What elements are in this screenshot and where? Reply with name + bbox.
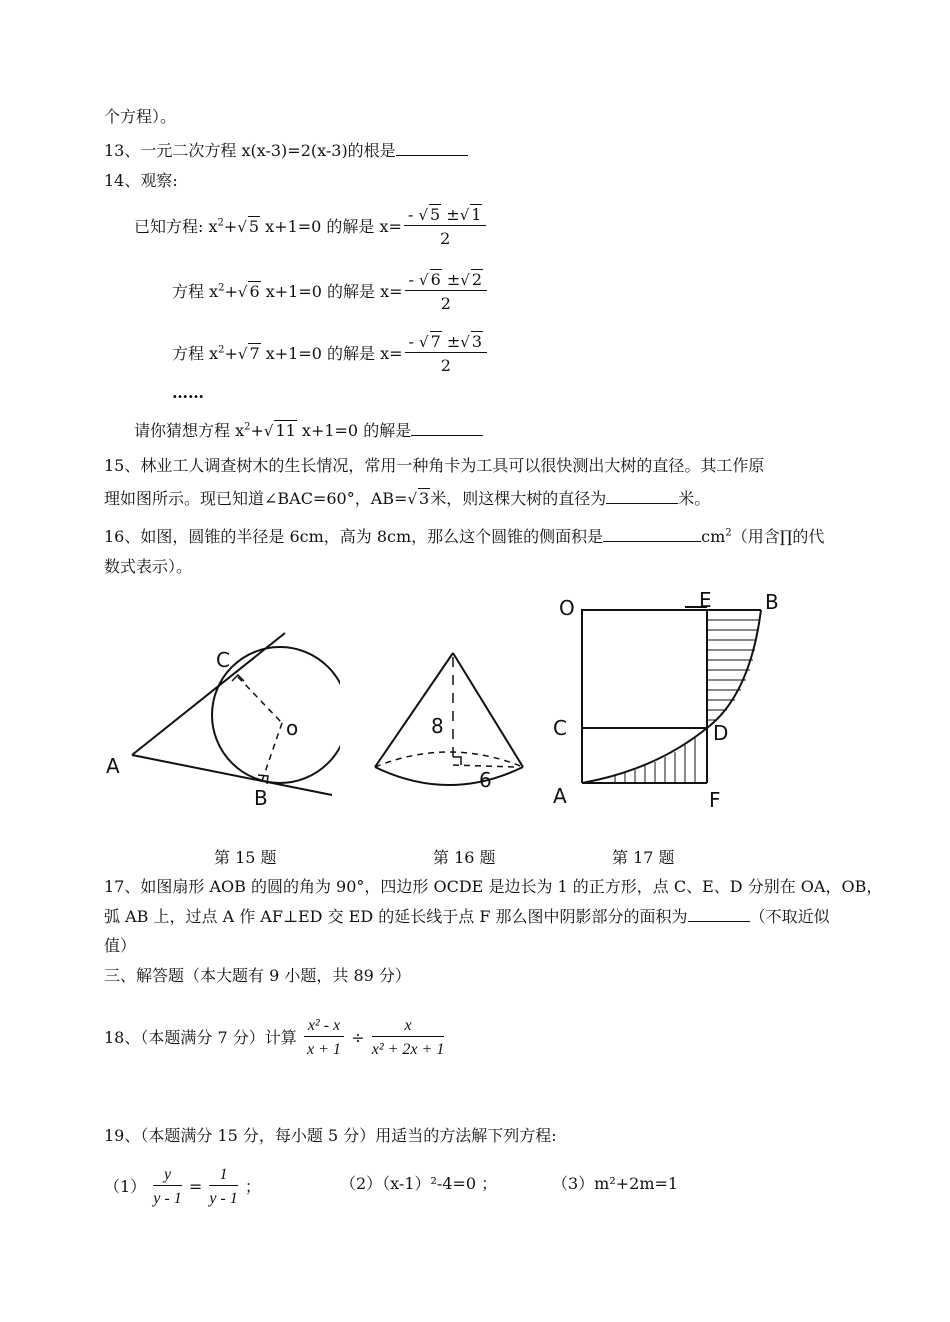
var: x: [204, 282, 219, 301]
divide-sign: ÷: [351, 1028, 365, 1047]
answer-blank: [396, 141, 468, 156]
q19-part-3: （3）m²+2m=1: [552, 1174, 679, 1193]
question-19: 19、（本题满分 15 分，每小题 5 分）用适当的方法解下列方程:: [104, 1126, 557, 1145]
label-A: A: [553, 784, 567, 808]
lead: 方程: [172, 282, 205, 301]
caption-16: 第 16 题: [433, 848, 496, 867]
p1-fraction-2: $\frac{1}{y - 1}$: [209, 1166, 238, 1207]
guess-post: x+1=0 的解是: [296, 421, 412, 440]
label-C: C: [216, 648, 230, 672]
plus: +: [224, 282, 238, 301]
q19-part-1: [104, 1165, 261, 1210]
question-14-label: 14、观察:: [104, 171, 178, 190]
figure-16: [365, 585, 535, 820]
question-13: [104, 140, 468, 162]
q18-text: 18、（本题满分 7 分）计算: [104, 1028, 297, 1047]
figure-15: [100, 585, 340, 820]
p1-label: （1）: [104, 1177, 147, 1196]
q16-line-1: 16、如图，圆锥的半径是 6cm，高为 8cm，那么这个圆锥的侧面积是 $cm^2$（用含∏的代: [104, 527, 825, 546]
q17-line-3: 值）: [104, 936, 137, 955]
radicand: 7: [249, 344, 260, 363]
q16-c: （用含∏的代: [731, 527, 825, 546]
label-F: F: [709, 788, 721, 812]
label-height: 8: [431, 714, 444, 738]
q19-part-2: （2）（x-1）²-4=0 ；: [340, 1174, 498, 1193]
answer-blank: [411, 421, 483, 436]
p1-fraction-1: $\frac{y}{y - 1}$: [153, 1166, 182, 1207]
plus: +: [224, 344, 238, 363]
guess-prefix: 请你猜想方程 x: [134, 421, 245, 440]
q18-fraction-2: $\frac{x}{\text{x² + 2x + 1}}$: [371, 1017, 445, 1058]
q14-guess: 请你猜想方程 $x^2+√$ 11 x+1=0 的解是: [134, 420, 483, 442]
solution-fraction: $\frac{- √ 6 \pm√ 2}{2}$: [405, 270, 488, 315]
eq-post: x+1=0 的解是 x=: [260, 217, 402, 236]
var: x: [208, 217, 218, 236]
q16-line-2: 数式表示）。: [104, 557, 193, 576]
q13-text: 13、一元二次方程 x(x-3)=2(x-3)的根是: [104, 141, 396, 160]
eq-post: x+1=0 的解是 x=: [260, 282, 403, 301]
q16-a: 16、如图，圆锥的半径是 6cm，高为 8cm，那么这个圆锥的侧面积是: [104, 527, 604, 546]
caption-17: 第 17 题: [612, 848, 675, 867]
var: x: [204, 344, 219, 363]
section-3-heading: 三、解答题（本大题有 9 小题，共 89 分）: [104, 966, 411, 985]
caption-15: 第 15 题: [214, 848, 277, 867]
q17-line-2: [104, 906, 830, 928]
q14-equation-1: 已知方程: $x^2+√$ 5 x+1=0 的解是 x= $\frac{- √ 5 \pm√ 1}{2}$: [134, 205, 488, 250]
q17-b: （不取近似: [749, 907, 830, 926]
q14-equation-3: 方程 $x^2+√$ 7 x+1=0 的解是 x= $\frac{- √ 7 \pm√ 3}{2}$: [172, 332, 489, 377]
plus: +: [250, 421, 264, 440]
q16-unit: cm: [701, 527, 726, 546]
question-18: [104, 1016, 446, 1061]
continued-text: 个方程）。: [104, 107, 177, 126]
equals: =: [188, 1177, 203, 1196]
lead: 方程: [172, 344, 205, 363]
answer-blank: [688, 907, 750, 922]
q15-line-1: 15、林业工人调查树木的生长情况，常用一种角卡为工具可以很快测出大树的直径。其工作原: [104, 456, 765, 475]
q14-equation-2: 方程 $x^2+√$ 6 x+1=0 的解是 x= $\frac{- √ 6 \pm√ 2}{2}$: [172, 270, 489, 315]
q17-a: 弧 AB 上，过点 A 作 AF⊥ED 交 ED 的延长线于点 F 那么图中阴影部分的面积为: [104, 907, 688, 926]
given-prefix: 已知方程:: [134, 217, 204, 236]
q15-c: 米。: [678, 489, 711, 508]
radicand: 11: [275, 421, 296, 440]
label-O: o: [286, 716, 299, 740]
q15-line-2: 理如图所示。现已知道∠BAC=60°，AB=√ 3米，则这棵大树的直径为 米。: [104, 489, 711, 508]
label-C: C: [553, 716, 567, 740]
label-radius: 6: [479, 768, 492, 792]
label-O: O: [559, 596, 575, 620]
plus: +: [223, 217, 238, 236]
label-E: E: [699, 588, 712, 612]
q15-a: 理如图所示。现已知道∠BAC=60°，AB=: [104, 489, 408, 508]
answer-blank: [606, 489, 678, 504]
figure-17: [545, 585, 805, 820]
label-B: B: [765, 590, 779, 614]
q15-b: 米，则这棵大树的直径为: [430, 489, 607, 508]
radicand: 6: [249, 282, 260, 301]
p1-end: ；: [244, 1177, 261, 1196]
solution-fraction: $\frac{- √ 7 \pm√ 3}{2}$: [405, 332, 488, 377]
ellipsis: ……: [172, 383, 204, 402]
radicand: 5: [248, 217, 260, 236]
solution-fraction: $\frac{- √ 5 \pm√ 1}{2}$: [404, 205, 487, 250]
radicand: 3: [419, 489, 430, 508]
label-A: A: [106, 754, 120, 778]
label-D: D: [713, 721, 729, 745]
eq-post: x+1=0 的解是 x=: [260, 344, 403, 363]
answer-blank: [603, 527, 701, 542]
q18-fraction-1: $\frac{\text{x² - x}}{x + 1}$: [304, 1016, 344, 1061]
q17-line-1: 17、如图扇形 AOB 的圆的角为 90°，四边形 OCDE 是边长为 1 的正方形，点 C、E、D 分别在 OA，OB，: [104, 877, 883, 896]
label-B: B: [254, 786, 268, 810]
